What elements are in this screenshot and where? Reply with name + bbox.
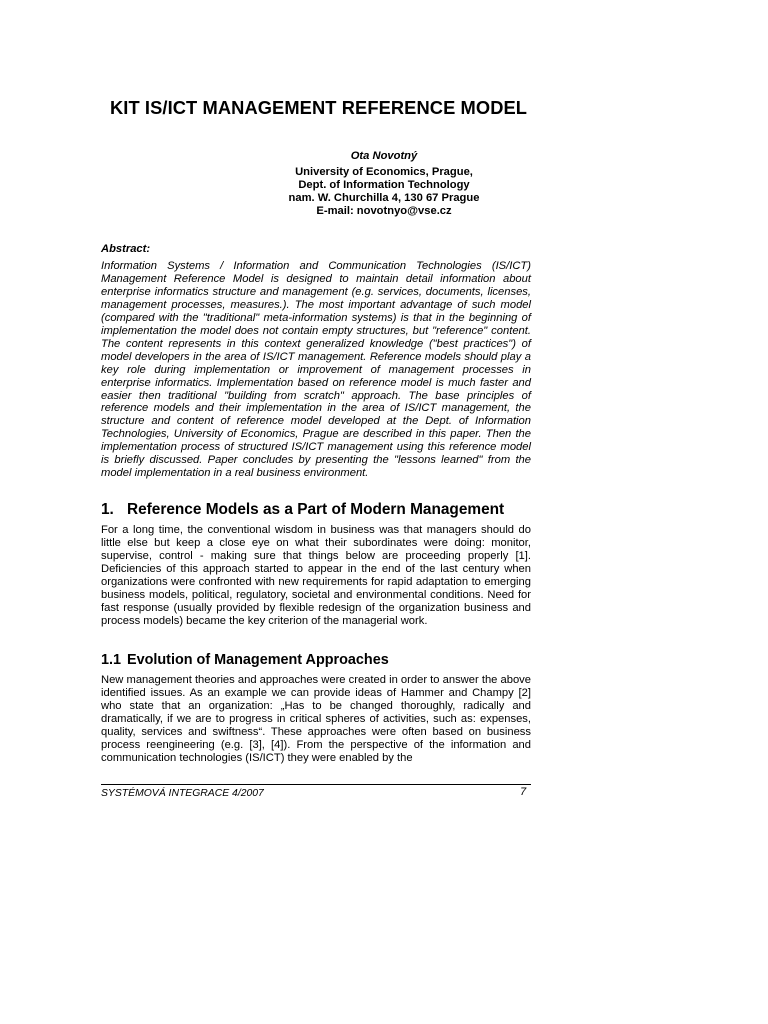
section-1-text: For a long time, the conventional wisdom in business was that managers should do little else but keep a close eye on what their subordinates were doing: monitor, supervise, control - making sure that things below are proceeding properly [1]. Deficiencies of this approach started to appear in the end of the last century when organizations were confronted with new requirements for rapid adaptation to emerging business models, political, regulatory, societal and environmental conditions. Need for fast response (usually provided by flexible redesign of the organization business and process models) became the key criterion of the managerial work. [101,524,531,627]
footer-journal: SYSTÉMOVÁ INTEGRACE 4/2007 [101,788,264,799]
page-number: 7 [520,786,527,798]
section-1-1-number: 1.1 [101,652,122,668]
footer-rule [101,784,531,785]
author-name: Ota Novotný [350,150,418,162]
affiliation-university: University of Economics, Prague, [295,166,473,178]
section-1-1-heading [101,652,389,668]
abstract-text: Information Systems / Information and Communication Technologies (IS/ICT) Management Reference Model is designed to maintain detail information about enterprise informatics structure and management (e.g. services, documents, licenses, management processes, measures.). The most important advantage of such model (compared with the "traditional" meta-information systems) is that in the beginning of implementation the model does not contain empty structures, but "reference" content. The content represents in this context generalized knowledge ("best practices") of model developers in the area of IS/ICT management. Reference models should play a key role during implementation or improvement of management processes in enterprise informatics. Implementation based on reference model is much faster and easier then traditional "building from scratch" approach. The base principles of reference models and their implementation in the area of IS/ICT management, the structure and content of reference model developed at the Dept. of Information Technologies, University of Economics, Prague are described in this paper. Then the implementation process of structured IS/ICT management using this reference model is briefly discussed. Paper concludes by presenting the "lessons learned" from the model implementation in a real business environment. [101,260,531,480]
paper-title: KIT IS/ICT MANAGEMENT REFERENCE MODEL [110,97,528,118]
author-affiliation [0,166,768,218]
affiliation-department: Dept. of Information Technology [298,178,470,191]
section-1-1-title: Evolution of Management Approaches [127,652,389,668]
section-1-1-text: New management theories and approaches were created in order to answer the above identified issues. As an example we can provide ideas of Hammer and Champy [2] who state that an organization: „Has to be changed thoroughly, radically and dramatically, if we are to progress in critical spheres of activities, such as: expenses, quality, services and swiftness“. These approaches were often based on business process reengineering (e.g. [3], [4]). From the perspective of the information and communication technologies (IS/ICT) they were enabled by the [101,674,531,764]
abstract-heading: Abstract: [101,243,151,255]
section-1-title: Reference Models as a Part of Modern Management [127,501,505,518]
affiliation-email: E-mail: novotnyo@vse.cz [316,204,452,217]
section-1-heading [101,501,504,519]
section-1-number: 1. [101,501,114,518]
affiliation-address: nam. W. Churchilla 4, 130 67 Prague [288,191,480,204]
